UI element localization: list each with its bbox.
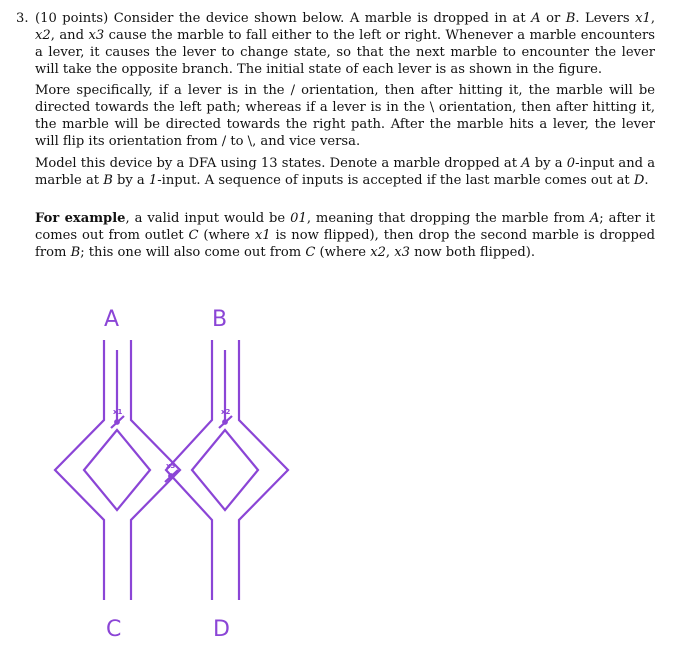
label-D: D [213,617,230,642]
paragraph-dfa: Model this device by a DFA using 13 states. Denote a marble dropped at A by a 0-input and a marble at B by a 1-input. A sequence of inputs is accepted if the last marble comes out at D. [35,156,655,188]
paragraph-orientation: More specifically, if a lever is in the / orientation, then after hitting it, the marble will be directed towards the left path; whereas if a lever is in the \ orientation, then after hitting it, the marble will be directed towards the right path. After the marble hits a lever, the lever will flip its orientation from / to \, and vice versa. [35,83,655,149]
left-channel-inner [84,430,150,510]
label-B: B [212,307,228,332]
label-x3: x3 [166,462,176,470]
label-x2: x2 [221,408,231,416]
label-A: A [104,307,120,332]
label-x1: x1 [113,408,123,416]
label-C: C [106,617,122,642]
problem-number: 3. [16,11,29,26]
points: (10 points) [35,11,109,26]
paragraph-example: For example, a valid input would be 01, meaning that dropping the marble from A; after it comes out from outlet C (where x1 is now flipped), then drop the second marble is dropped from B; this one will also come out from C (where x2, x3 now both flipped). [35,211,656,260]
right-channel-outer [166,340,288,600]
paragraph-intro: (10 points) Consider the device shown below. A marble is dropped in at A or B. Levers x1, x2, and x3 cause the marble to fall either to the left or right. Whenever a marble encounters a lever, it causes the lever to change state, so that the next marble to encounter the lever will take the opposite branch. The initial state of each lever is as shown in the figure. [35,11,656,77]
right-channel-inner [192,430,258,510]
